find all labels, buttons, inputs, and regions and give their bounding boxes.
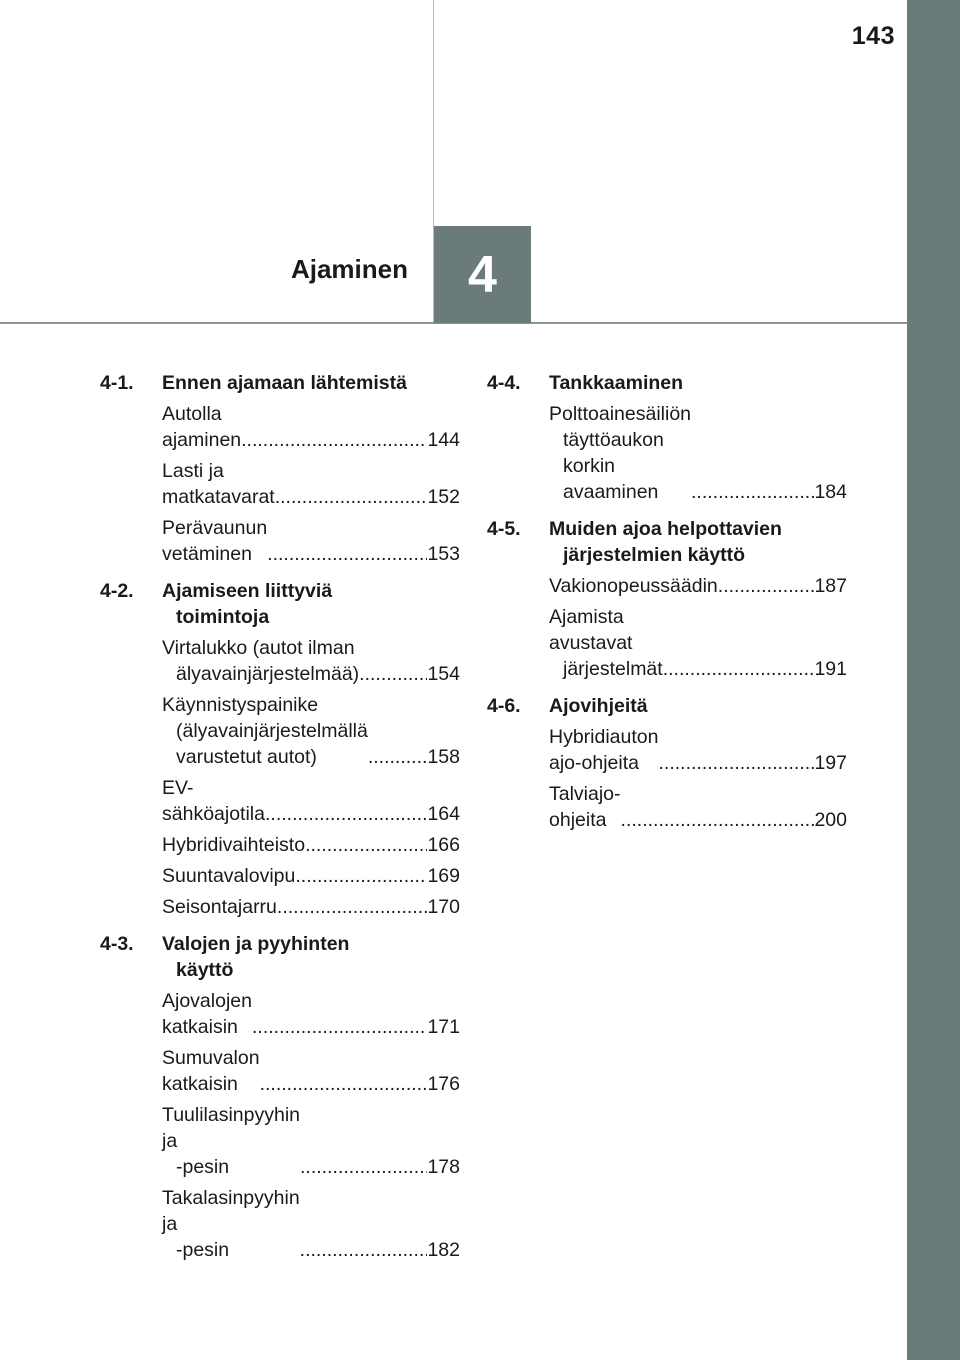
toc-entry-line: Ajovalojen katkaisin <box>162 990 252 1038</box>
page-number: 143 <box>851 22 895 50</box>
toc-entry-line: Talviajo-ohjeita <box>549 783 621 831</box>
toc-entry-page: 171 <box>427 1016 460 1038</box>
toc-entry-title <box>162 458 275 510</box>
toc-entry[interactable] <box>162 1045 460 1097</box>
toc-entry-title <box>162 1185 300 1263</box>
dot-leader <box>305 832 427 858</box>
toc-entry[interactable] <box>549 573 847 599</box>
toc-entry-line: älyavainjärjestelmää) <box>176 663 360 685</box>
dot-leader <box>368 744 428 770</box>
section-title-line: Ajamiseen liittyviä <box>162 580 333 602</box>
section-title-line: käyttö <box>176 959 234 981</box>
toc-entry[interactable] <box>162 635 460 687</box>
toc-entry-page: 153 <box>427 543 460 565</box>
toc-entry-page: 144 <box>427 429 460 451</box>
toc-entry-page: 170 <box>427 896 460 918</box>
section-number: 4-2. <box>100 580 134 602</box>
toc-entry-title <box>162 515 267 567</box>
toc-entry-line: Ajamista avustavat <box>549 606 633 654</box>
section-title <box>162 931 460 983</box>
toc-column-right <box>487 370 847 838</box>
toc-entry-line: varustetut autot) <box>176 746 317 768</box>
toc-entry-line: EV-sähköajotila <box>162 777 265 825</box>
toc-entry[interactable] <box>162 894 460 920</box>
toc-entry-line: järjestelmät <box>563 658 663 680</box>
toc-entry-line: -pesin <box>176 1156 230 1178</box>
toc-entry-title <box>162 988 252 1040</box>
chapter-title: Ajaminen <box>290 254 408 284</box>
toc-entry-title <box>162 692 368 770</box>
toc-entry-page: 191 <box>814 658 847 680</box>
toc-entry-title <box>162 1102 300 1180</box>
toc-section <box>100 370 460 567</box>
toc-entry-page: 158 <box>427 746 460 768</box>
dot-leader <box>265 801 427 827</box>
toc-entry-line: Polttoainesäiliön <box>549 403 692 425</box>
toc-entry-line: Suuntavalovipu <box>162 865 296 887</box>
toc-entry-page: 178 <box>427 1156 460 1178</box>
chapter-side-tab <box>907 0 960 1360</box>
toc-section <box>100 578 460 920</box>
toc-entry[interactable] <box>162 832 460 858</box>
toc-entry-title <box>162 894 277 920</box>
toc-entry-line: Autolla ajaminen <box>162 403 242 451</box>
toc-entry-title <box>162 635 359 687</box>
dot-leader <box>260 1071 428 1097</box>
section-title <box>549 516 847 568</box>
section-title-line: Ajovihjeitä <box>549 695 648 717</box>
section-number: 4-6. <box>487 695 521 717</box>
dot-leader <box>252 1014 427 1040</box>
toc-entry[interactable] <box>162 515 460 567</box>
toc-entry-line: täyttöaukon korkin <box>563 429 664 477</box>
section-number: 4-1. <box>100 372 134 394</box>
toc-entry-page: 200 <box>814 809 847 831</box>
toc-entry-page: 187 <box>814 575 847 597</box>
toc-entry-title <box>549 781 621 833</box>
toc-entry[interactable] <box>549 401 847 505</box>
toc-entry-page: 164 <box>427 803 460 825</box>
toc-entry-line: Lasti ja matkatavarat <box>162 460 275 508</box>
toc-entry-title <box>549 604 663 682</box>
toc-entry-page: 182 <box>427 1239 460 1261</box>
toc-section <box>100 931 460 1263</box>
toc-section <box>487 370 847 505</box>
toc-entry-page: 152 <box>427 486 460 508</box>
toc-entry[interactable] <box>549 604 847 682</box>
toc-column-left <box>100 370 460 1268</box>
toc-entry-line: Sumuvalon katkaisin <box>162 1047 260 1095</box>
toc-entry-line: (älyavainjärjestelmällä <box>176 720 368 742</box>
dot-leader <box>691 479 814 505</box>
toc-entry[interactable] <box>162 775 460 827</box>
toc-entry[interactable] <box>162 458 460 510</box>
toc-entry[interactable] <box>162 1185 460 1263</box>
section-title-line: toimintoja <box>176 606 270 628</box>
toc-entry-page: 154 <box>427 663 460 685</box>
toc-entry-page: 184 <box>814 481 847 503</box>
toc-entry-line: Hybridivaihteisto <box>162 834 306 856</box>
toc-entry-line: Perävaunun vetäminen <box>162 517 268 565</box>
section-title <box>162 578 460 630</box>
toc-entry-line: avaaminen <box>563 481 659 503</box>
dot-leader <box>295 863 427 889</box>
toc-entry-page: 197 <box>814 752 847 774</box>
toc-entry-title <box>162 832 305 858</box>
toc-entry[interactable] <box>162 1102 460 1180</box>
toc-entry-line: Hybridiauton ajo-ohjeita <box>549 726 659 774</box>
dot-leader <box>300 1154 427 1180</box>
section-title <box>162 370 460 396</box>
toc-entry-line: Vakionopeussäädin <box>549 575 718 597</box>
toc-entry-line: Käynnistyspainike <box>162 694 319 716</box>
toc-entry[interactable] <box>549 781 847 833</box>
toc-entry-title <box>162 863 295 889</box>
toc-entry-page: 166 <box>427 834 460 856</box>
toc-entry-title <box>549 573 718 599</box>
dot-leader <box>267 541 427 567</box>
toc-entry[interactable] <box>162 988 460 1040</box>
section-title-line: järjestelmien käyttö <box>563 544 746 566</box>
toc-entry-title <box>162 401 241 453</box>
section-title-line: Tankkaaminen <box>549 372 684 394</box>
toc-entry-line: Seisontajarru <box>162 896 277 918</box>
toc-entry-page: 176 <box>427 1073 460 1095</box>
toc-entry-title <box>549 401 691 505</box>
toc-entry[interactable] <box>162 863 460 889</box>
section-title-line: Ennen ajamaan lähtemistä <box>162 372 407 394</box>
toc-entry-page: 169 <box>427 865 460 887</box>
dot-leader <box>241 427 427 453</box>
section-title <box>549 693 847 719</box>
dot-leader <box>718 573 815 599</box>
toc-entry[interactable] <box>162 401 460 453</box>
section-title <box>549 370 847 396</box>
toc-entry-line: Tuulilasinpyyhin ja <box>162 1104 301 1152</box>
toc-entry[interactable] <box>549 724 847 776</box>
toc-entry-title <box>549 724 658 776</box>
toc-section <box>487 693 847 833</box>
dot-leader <box>658 750 814 776</box>
toc-entry-line: Takalasinpyyhin ja <box>162 1187 300 1235</box>
toc-entry-title <box>162 775 265 827</box>
toc-section <box>487 516 847 682</box>
toc-entry[interactable] <box>162 692 460 770</box>
dot-leader <box>621 807 815 833</box>
dot-leader <box>359 661 427 687</box>
dot-leader <box>300 1237 428 1263</box>
toc-entry-line: Virtalukko (autot ilman <box>162 637 355 659</box>
section-title-line: Muiden ajoa helpottavien <box>549 518 782 540</box>
section-number: 4-3. <box>100 933 134 955</box>
section-number: 4-4. <box>487 372 521 394</box>
toc-entry-title <box>162 1045 260 1097</box>
dot-leader <box>663 656 815 682</box>
dot-leader <box>275 484 428 510</box>
dot-leader <box>277 894 428 920</box>
section-title-line: Valojen ja pyyhinten <box>162 933 350 955</box>
chapter-number-box: 4 <box>434 226 531 323</box>
section-number: 4-5. <box>487 518 521 540</box>
toc-entry-line: -pesin <box>176 1239 230 1261</box>
